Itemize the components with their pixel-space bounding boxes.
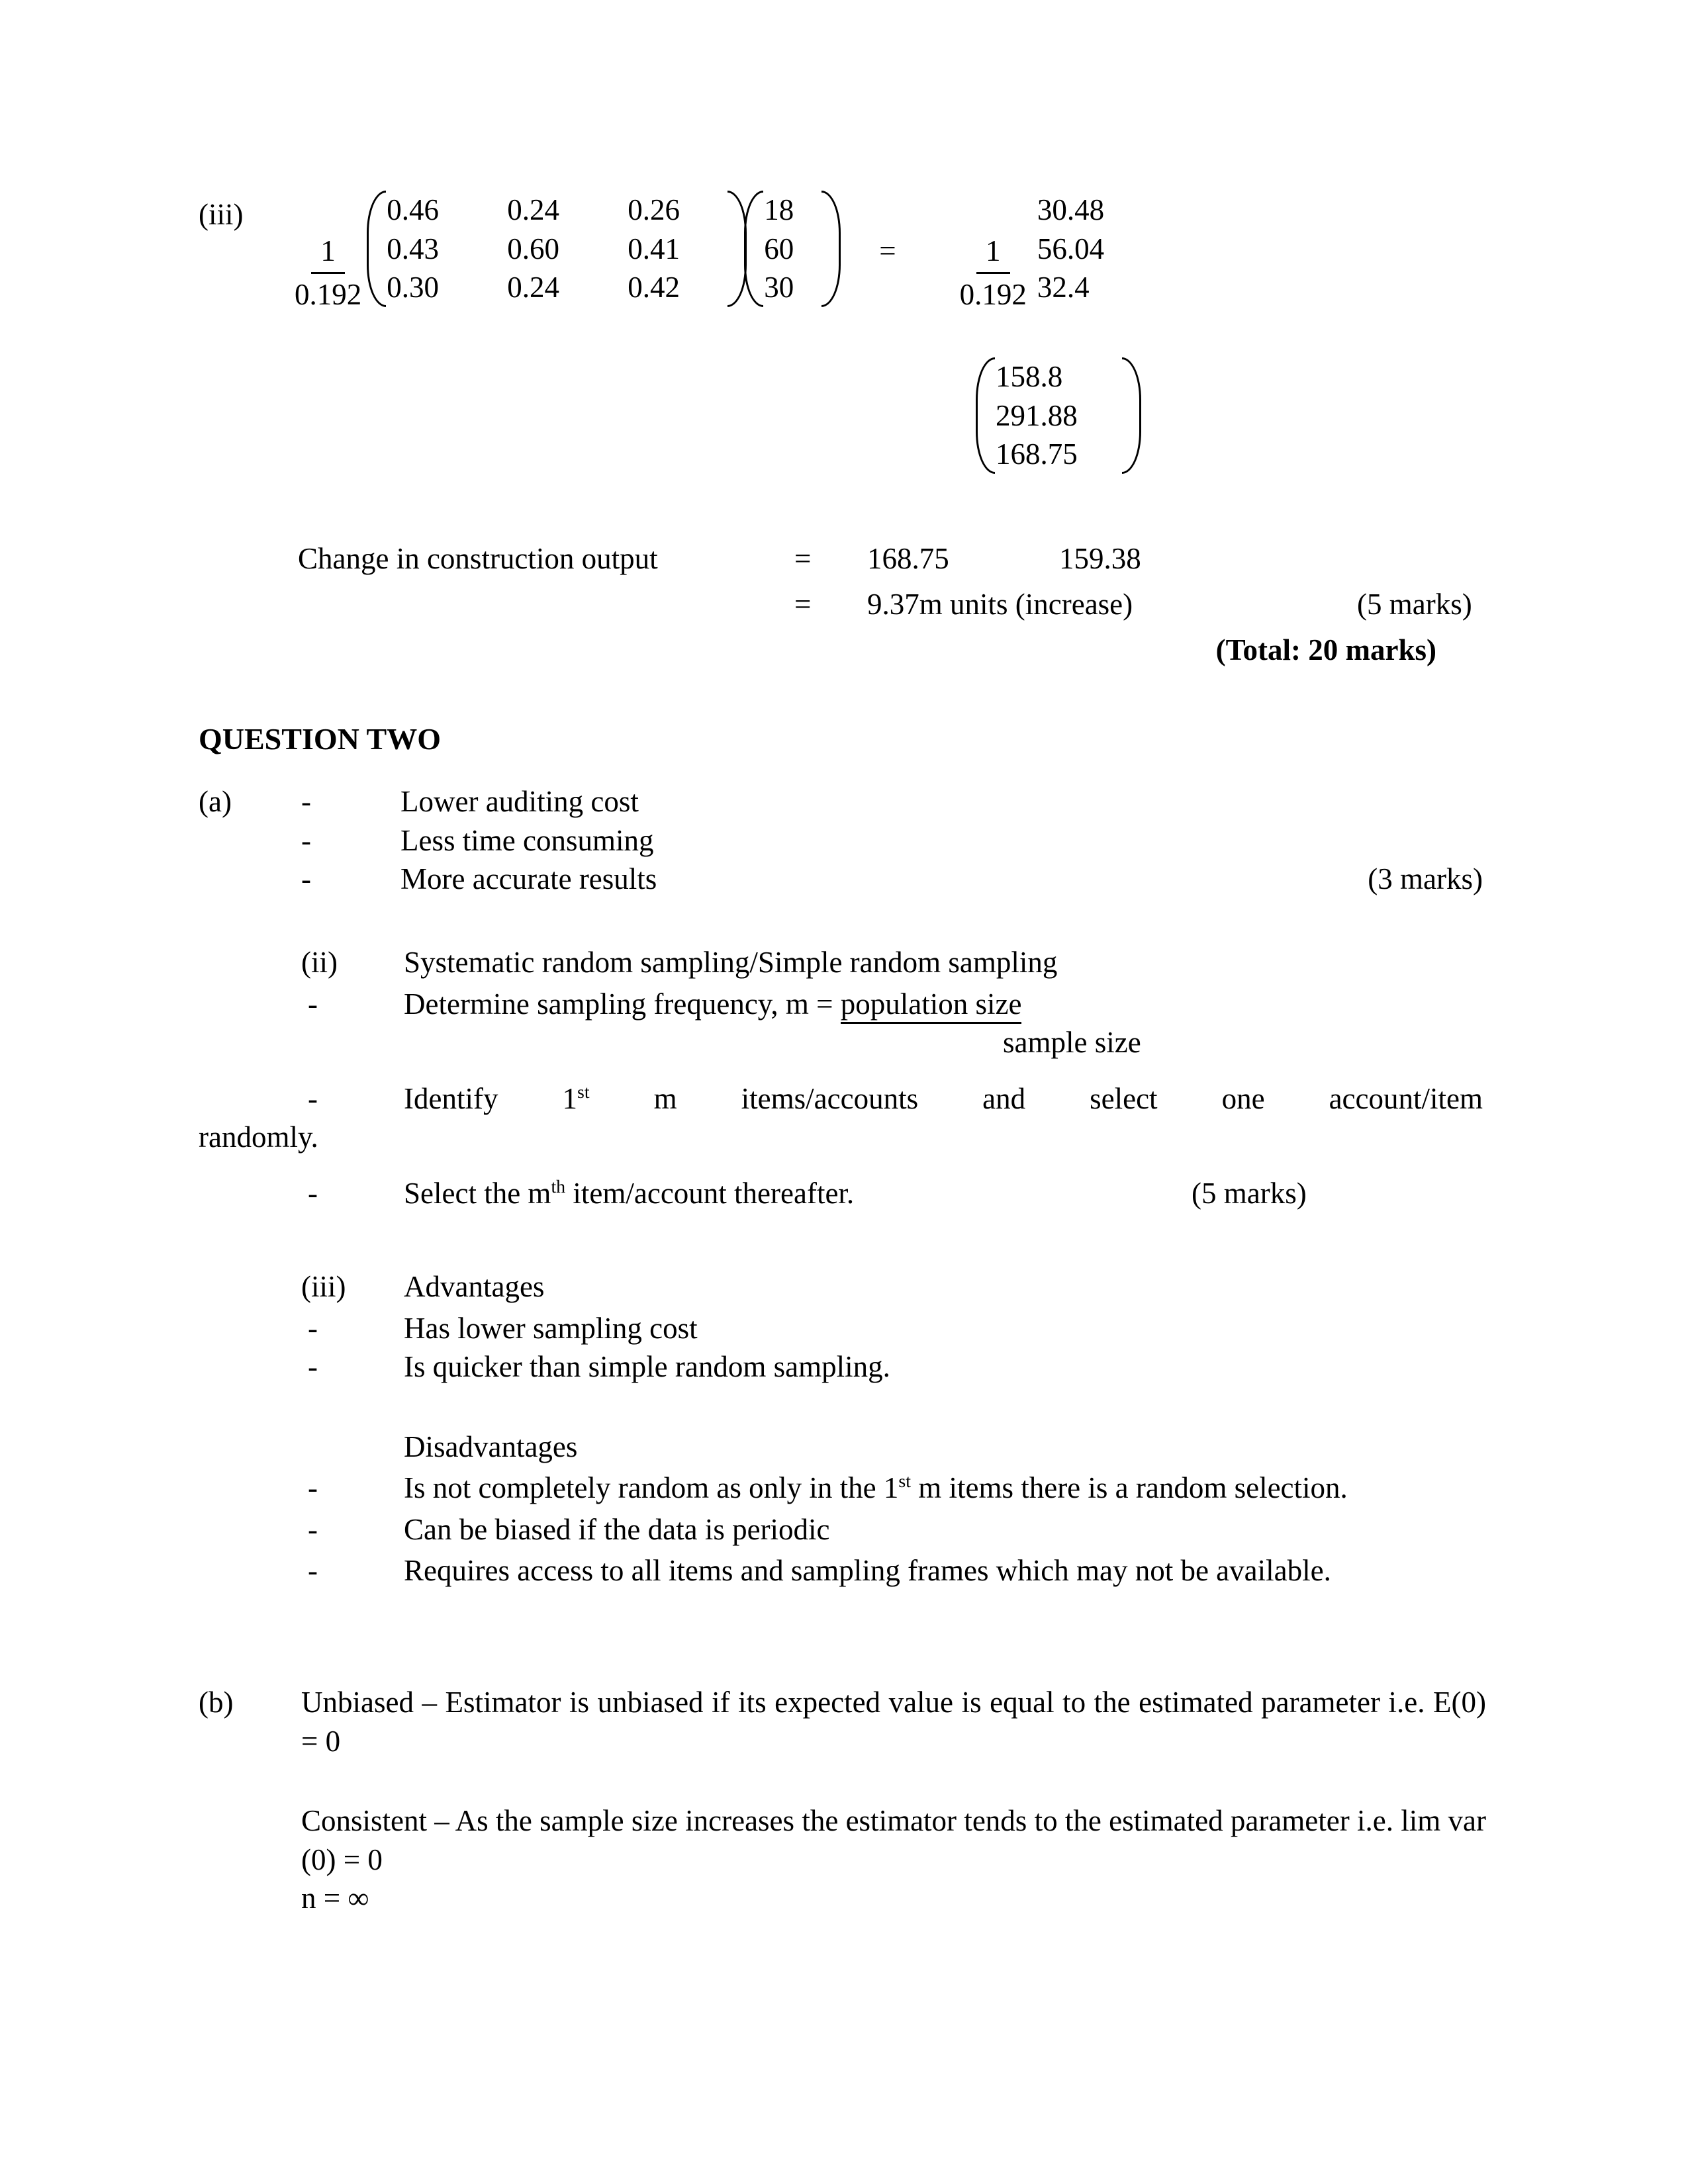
spacer <box>199 1469 301 1508</box>
matrix-a <box>387 191 727 307</box>
total-marks-wrap <box>298 633 1489 667</box>
part-ii-item-1-text <box>404 985 1483 1024</box>
scalar-denominator-right: 0.192 <box>959 277 1027 311</box>
bullet-dash: - <box>301 823 311 857</box>
spacer <box>199 1879 301 1918</box>
matrix-a-cell: 0.43 <box>387 232 439 265</box>
disadvantage-suffix: m items there is a random selection. <box>910 1471 1348 1504</box>
final-vector-wrap <box>993 357 1124 474</box>
part-iii-heading-row <box>199 1267 1483 1306</box>
ordinal-superscript: th <box>551 1176 566 1197</box>
change-value-1: 168.75 <box>867 542 949 575</box>
part-ii-heading: Systematic random sampling/Simple random sampling <box>404 946 1058 979</box>
scalar-numerator-right: 1 <box>976 232 1010 274</box>
part-ii-label: (ii) <box>301 946 338 979</box>
part-ii-item-2-wrap-row <box>199 1118 1483 1157</box>
part-b-label: (b) <box>199 1686 234 1719</box>
bullet-dash: - <box>308 1512 318 1546</box>
part-ii-item-2-text <box>404 1079 1483 1118</box>
matrix-equation-row <box>295 191 1104 314</box>
part-ii-block <box>199 943 1483 1212</box>
total-marks: (Total: 20 marks) <box>1215 633 1436 666</box>
matrix-a-cell: 0.30 <box>387 271 439 304</box>
disadvantage-text <box>404 1469 1483 1508</box>
ordinal-superscript: st <box>898 1471 911 1492</box>
spacer <box>199 1510 301 1549</box>
bullet-dash: - <box>301 785 311 818</box>
spacer <box>199 1347 301 1387</box>
part-b-paragraph-2-row <box>199 1801 1486 1879</box>
select-prefix: Select the m <box>404 1176 551 1210</box>
vector-b <box>764 191 821 307</box>
final-vector <box>996 357 1121 474</box>
advantage-text: Has lower sampling cost <box>404 1311 698 1345</box>
vector-b-cell: 60 <box>764 232 794 265</box>
final-vector-cell: 158.8 <box>996 360 1063 393</box>
spacer <box>301 1428 404 1467</box>
question-two-title-wrap <box>199 721 441 756</box>
result-vector <box>1037 191 1104 307</box>
part-a-item-2 <box>199 821 1483 860</box>
spacer <box>199 1309 301 1348</box>
part-iii-label: (iii) <box>199 198 244 231</box>
result-vector-cell: 56.04 <box>1037 232 1105 265</box>
part-a-item-text: Less time consuming <box>400 823 654 857</box>
part-ii-item-1-denominator-row <box>199 1023 1483 1062</box>
sampling-frequency-prefix: Determine sampling frequency, m = <box>404 987 841 1021</box>
part-ii-indent-spacer <box>199 943 301 982</box>
change-spacer <box>298 585 794 624</box>
bullet-dash: - <box>308 1471 318 1504</box>
change-block <box>298 539 1489 667</box>
part-iii-label-wrap <box>199 195 243 234</box>
part-a-spacer <box>199 860 301 899</box>
part-ii-item-1 <box>199 985 1483 1024</box>
question-two-title: QUESTION TWO <box>199 722 441 756</box>
fraction-numerator: population size <box>841 987 1022 1024</box>
spacer <box>199 1267 301 1306</box>
disadvantage-item-3 <box>199 1551 1483 1590</box>
identify-prefix: Identify 1 <box>404 1081 577 1115</box>
spacer <box>199 1079 301 1118</box>
part-ii-marks: (5 marks) <box>1192 1176 1307 1210</box>
vector-b-cell: 30 <box>764 271 794 304</box>
matrix-a-cell: 0.24 <box>507 271 559 304</box>
disadvantage-text: Can be biased if the data is periodic <box>404 1512 830 1546</box>
part-a-label: (a) <box>199 785 232 818</box>
advantages-heading: Advantages <box>404 1270 545 1303</box>
spacer <box>199 1801 301 1879</box>
part-a-item-text: Lower auditing cost <box>400 785 639 818</box>
bullet-dash: - <box>308 1176 318 1210</box>
ordinal-superscript: st <box>577 1081 590 1103</box>
advantage-text: Is quicker than simple random sampling. <box>404 1350 890 1383</box>
vector-b-cell: 18 <box>764 193 794 226</box>
final-vector-cell: 168.75 <box>996 437 1078 471</box>
change-line-2 <box>298 585 1489 624</box>
bullet-dash: - <box>308 1081 318 1115</box>
select-suffix: item/account thereafter. <box>565 1176 855 1210</box>
bullet-dash: - <box>308 1311 318 1345</box>
scalar-fraction-left <box>295 232 361 314</box>
part-b-paragraph-1-row <box>199 1683 1486 1760</box>
disadvantages-heading-row <box>199 1428 1483 1467</box>
final-vector-cell: 291.88 <box>996 398 1078 432</box>
part-a-item-1 <box>199 782 1483 821</box>
part-ii-item-3-text <box>404 1174 1192 1213</box>
change-value-2: 159.38 <box>1059 542 1141 575</box>
spacer <box>199 985 301 1024</box>
disadvantage-item-1 <box>199 1469 1483 1508</box>
bullet-dash: - <box>308 1554 318 1587</box>
matrix-a-cell: 0.24 <box>507 193 559 226</box>
change-equals-1: = <box>794 542 812 575</box>
scalar-denominator-left: 0.192 <box>295 277 362 311</box>
matrix-a-cell: 0.26 <box>628 193 680 226</box>
change-label: Change in construction output <box>298 542 658 575</box>
part-b-paragraph-2: Consistent – As the sample size increases the estimator tends to the estimated parameter i.e. lim var (0) = 0 <box>301 1804 1486 1876</box>
matrix-a-cell: 0.46 <box>387 193 439 226</box>
change-marks: (5 marks) <box>1357 587 1472 621</box>
advantage-item-2 <box>199 1347 1483 1387</box>
part-ii-item-2 <box>199 1079 1483 1118</box>
scalar-numerator-left: 1 <box>311 232 345 274</box>
part-a-marks: (3 marks) <box>1368 862 1483 895</box>
fraction-denominator: sample size <box>1003 1026 1141 1059</box>
change-equals-2: = <box>794 587 812 621</box>
part-a-item-3 <box>199 860 1483 899</box>
change-value-3: 9.37m units (increase) <box>867 587 1133 621</box>
advantage-item-1 <box>199 1309 1483 1348</box>
disadvantage-item-2 <box>199 1510 1483 1549</box>
spacer <box>199 1023 1003 1062</box>
bullet-dash: - <box>308 987 318 1021</box>
matrix-a-cell: 0.60 <box>507 232 559 265</box>
disadvantage-text: Requires access to all items and sampling frames which may not be available. <box>404 1554 1331 1587</box>
identify-suffix: m items/accounts and select one account/item <box>589 1081 1483 1115</box>
matrix-a-cell: 0.41 <box>628 232 680 265</box>
scalar-fraction-right <box>960 232 1027 314</box>
result-vector-cell: 32.4 <box>1037 271 1090 304</box>
identify-wrap-text: randomly. <box>199 1120 318 1154</box>
spacer <box>199 1174 301 1213</box>
spacer <box>199 1551 301 1590</box>
part-b-paragraph-1: Unbiased – Estimator is unbiased if its expected value is equal to the estimated parameter i.e. E(0) = 0 <box>301 1686 1486 1758</box>
matrix-a-bracket <box>384 191 729 307</box>
part-a-spacer <box>199 821 301 860</box>
part-ii-heading-row <box>199 943 1483 982</box>
matrix-a-cell: 0.42 <box>628 271 680 304</box>
disadvantage-prefix: Is not completely random as only in the 1 <box>404 1471 899 1504</box>
equation-equals-sign: = <box>879 234 896 267</box>
change-line-1 <box>298 539 1489 578</box>
result-vector-cell: 30.48 <box>1037 193 1105 226</box>
part-b-block <box>199 1683 1486 1918</box>
disadvantages-heading: Disadvantages <box>404 1430 578 1463</box>
part-b-paragraph-3-row <box>199 1879 1486 1918</box>
bullet-dash: - <box>301 862 311 895</box>
bullet-dash: - <box>308 1350 318 1383</box>
final-vector-bracket <box>993 357 1124 474</box>
spacer <box>199 1428 301 1467</box>
part-iii-sampling-label: (iii) <box>301 1270 346 1303</box>
part-ii-item-3 <box>199 1174 1483 1213</box>
part-a-block <box>199 782 1483 899</box>
part-b-paragraph-3: n = ∞ <box>301 1882 369 1915</box>
part-a-item-text: More accurate results <box>400 862 657 895</box>
part-iii-sampling-block <box>199 1267 1483 1590</box>
vector-b-bracket <box>761 191 823 307</box>
